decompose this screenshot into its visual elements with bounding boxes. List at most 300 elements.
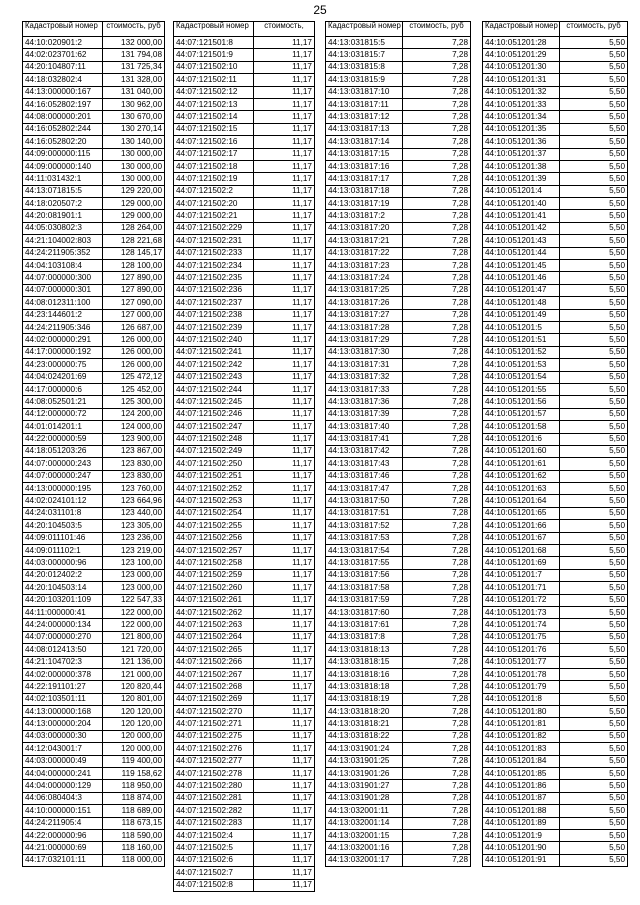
cost-cell: 11,17	[254, 532, 315, 544]
table-row	[326, 222, 471, 234]
cadastral-number-cell: 44:07:121502:250	[174, 458, 254, 470]
cadastral-number-cell: 44:10:051201:54	[483, 371, 560, 383]
cost-cell: 5,50	[560, 805, 628, 817]
cost-cell: 5,50	[560, 421, 628, 433]
cost-cell: 119 400,00	[103, 755, 165, 767]
table-row	[326, 148, 471, 160]
table-row	[483, 718, 628, 730]
cadastral-number-cell: 44:22:000000:96	[23, 830, 103, 842]
table-row	[174, 656, 315, 668]
table-row	[326, 359, 471, 371]
table-row	[483, 433, 628, 445]
cadastral-number-cell: 44:20:104503:14	[23, 582, 103, 594]
cadastral-number-cell: 44:06:080404:3	[23, 792, 103, 804]
cadastral-number-cell: 44:07:121502:282	[174, 805, 254, 817]
cadastral-number-cell: 44:16:052802:197	[23, 98, 103, 110]
cadastral-number-cell: 44:07:121502:11	[174, 74, 254, 86]
table-row	[23, 222, 165, 234]
table-row	[174, 297, 315, 309]
cost-cell: 5,50	[560, 222, 628, 234]
cost-cell: 7,28	[403, 198, 471, 210]
cadastral-number-cell: 44:07:121502:2	[174, 185, 254, 197]
table-row	[23, 321, 165, 333]
cadastral-number-cell: 44:07:121502:269	[174, 693, 254, 705]
cost-cell: 127 890,00	[103, 272, 165, 284]
cost-cell: 11,17	[254, 768, 315, 780]
table-row	[23, 210, 165, 222]
cadastral-number-cell: 44:10:051201:45	[483, 260, 560, 272]
cadastral-number-cell: 44:10:051201:29	[483, 49, 560, 61]
cadastral-number-cell: 44:07:121502:5	[174, 842, 254, 854]
table-row	[174, 755, 315, 767]
cadastral-number-cell: 44:07:121502:281	[174, 792, 254, 804]
cost-cell: 126 000,00	[103, 359, 165, 371]
table-row	[23, 470, 165, 482]
cost-cell: 5,50	[560, 284, 628, 296]
cost-cell: 121 000,00	[103, 668, 165, 680]
cadastral-number-cell: 44:07:121502:252	[174, 483, 254, 495]
table-row	[483, 98, 628, 110]
cadastral-number-cell: 44:10:051201:62	[483, 470, 560, 482]
cadastral-number-cell: 44:12:043001:7	[23, 743, 103, 755]
cost-cell: 7,28	[403, 272, 471, 284]
cost-cell: 123 760,00	[103, 483, 165, 495]
cadastral-number-cell: 44:07:121502:4	[174, 830, 254, 842]
cost-cell: 130 140,00	[103, 136, 165, 148]
cadastral-number-cell: 44:13:031817:30	[326, 346, 403, 358]
cadastral-number-cell: 44:10:051201:33	[483, 98, 560, 110]
cadastral-number-cell: 44:07:121502:264	[174, 631, 254, 643]
cost-cell: 7,28	[403, 594, 471, 606]
table-row	[23, 160, 165, 172]
cadastral-number-cell: 44:10:051201:69	[483, 557, 560, 569]
cost-cell: 7,28	[403, 74, 471, 86]
table-row	[23, 681, 165, 693]
table-row	[23, 421, 165, 433]
table-row	[326, 458, 471, 470]
cost-cell: 7,28	[403, 755, 471, 767]
table-row	[23, 260, 165, 272]
table-row	[326, 718, 471, 730]
cost-cell: 7,28	[403, 136, 471, 148]
table-row	[483, 185, 628, 197]
page-number: 25	[313, 3, 327, 17]
table-row	[326, 805, 471, 817]
table-row	[23, 569, 165, 581]
table-row	[23, 631, 165, 643]
cadastral-number-cell: 44:13:031817:56	[326, 569, 403, 581]
cost-cell: 120 801,00	[103, 693, 165, 705]
table-row	[23, 98, 165, 110]
cost-cell: 120 000,00	[103, 743, 165, 755]
cost-cell: 128 145,17	[103, 247, 165, 259]
table-row	[483, 681, 628, 693]
table-row	[23, 49, 165, 61]
cadastral-number-cell: 44:07:121502:249	[174, 445, 254, 457]
table-row	[23, 61, 165, 73]
table-row	[326, 854, 471, 866]
cost-cell: 7,28	[403, 383, 471, 395]
table-row	[326, 445, 471, 457]
cadastral-number-cell: 44:10:051201:71	[483, 582, 560, 594]
cost-cell: 11,17	[254, 160, 315, 172]
table-row	[326, 49, 471, 61]
cost-cell: 118 874,00	[103, 792, 165, 804]
table-row	[483, 86, 628, 98]
cost-cell: 130 000,00	[103, 160, 165, 172]
table-row	[483, 743, 628, 755]
cost-cell: 11,17	[254, 569, 315, 581]
cost-cell: 5,50	[560, 780, 628, 792]
cost-cell: 5,50	[560, 842, 628, 854]
table-row	[174, 644, 315, 656]
cadastral-number-cell: 44:20:081901:1	[23, 210, 103, 222]
cadastral-number-cell: 44:13:031817:23	[326, 260, 403, 272]
cost-cell: 7,28	[403, 619, 471, 631]
header-cadastral-number: Кадастровый номер	[174, 22, 254, 37]
cadastral-number-cell: 44:20:104503:5	[23, 520, 103, 532]
cost-cell: 5,50	[560, 297, 628, 309]
cadastral-number-cell: 44:17:000000:192	[23, 346, 103, 358]
cost-cell: 11,17	[254, 433, 315, 445]
cost-cell: 5,50	[560, 98, 628, 110]
table-row	[23, 185, 165, 197]
cost-cell: 11,17	[254, 507, 315, 519]
cost-cell: 5,50	[560, 346, 628, 358]
cost-cell: 128 221,68	[103, 235, 165, 247]
table-row	[326, 408, 471, 420]
table-row	[483, 606, 628, 618]
table-row	[174, 557, 315, 569]
cadastral-number-cell: 44:13:031901:25	[326, 755, 403, 767]
cost-cell: 11,17	[254, 260, 315, 272]
cadastral-number-cell: 44:13:032001:16	[326, 842, 403, 854]
table-row	[326, 247, 471, 259]
table-row	[174, 334, 315, 346]
cadastral-number-cell: 44:13:031817:46	[326, 470, 403, 482]
cadastral-number-cell: 44:13:031817:36	[326, 396, 403, 408]
cadastral-number-cell: 44:24:211905:346	[23, 321, 103, 333]
table-row	[23, 235, 165, 247]
cadastral-number-cell: 44:16:052802:244	[23, 123, 103, 135]
table-row	[23, 644, 165, 656]
table-row	[483, 210, 628, 222]
cost-cell: 7,28	[403, 334, 471, 346]
cadastral-number-cell: 44:13:031815:8	[326, 61, 403, 73]
table-row	[174, 371, 315, 383]
cost-cell: 5,50	[560, 445, 628, 457]
cost-cell: 7,28	[403, 606, 471, 618]
table-row	[483, 792, 628, 804]
cadastral-number-cell: 44:03:000000:49	[23, 755, 103, 767]
cadastral-number-cell: 44:10:051201:30	[483, 61, 560, 73]
cadastral-number-cell: 44:13:031817:8	[326, 631, 403, 643]
cadastral-number-cell: 44:13:031817:50	[326, 495, 403, 507]
cost-cell: 5,50	[560, 730, 628, 742]
table-row	[23, 495, 165, 507]
cadastral-number-cell: 44:10:000000:151	[23, 805, 103, 817]
cadastral-number-cell: 44:10:051201:74	[483, 619, 560, 631]
table-row	[23, 768, 165, 780]
cadastral-number-cell: 44:10:051201:43	[483, 235, 560, 247]
cadastral-number-cell: 44:02:000000:291	[23, 334, 103, 346]
cadastral-number-cell: 44:13:031817:15	[326, 148, 403, 160]
cadastral-number-cell: 44:10:051201:35	[483, 123, 560, 135]
cost-cell: 11,17	[254, 830, 315, 842]
table-row	[483, 160, 628, 172]
cadastral-number-cell: 44:10:051201:40	[483, 198, 560, 210]
cost-cell: 7,28	[403, 421, 471, 433]
cadastral-number-cell: 44:18:020507:2	[23, 198, 103, 210]
cost-cell: 126 000,00	[103, 334, 165, 346]
cost-cell: 118 000,00	[103, 854, 165, 866]
cadastral-number-cell: 44:10:051201:5	[483, 321, 560, 333]
cost-cell: 7,28	[403, 309, 471, 321]
table-row	[174, 458, 315, 470]
cadastral-number-cell: 44:13:031817:16	[326, 160, 403, 172]
table-row	[326, 830, 471, 842]
cadastral-number-cell: 44:13:031817:61	[326, 619, 403, 631]
cadastral-number-cell: 44:07:121502:280	[174, 780, 254, 792]
cost-cell: 11,17	[254, 74, 315, 86]
cost-cell: 5,50	[560, 582, 628, 594]
cadastral-number-cell: 44:07:121502:229	[174, 222, 254, 234]
table-row	[174, 743, 315, 755]
table-row	[174, 74, 315, 86]
table-row	[326, 284, 471, 296]
cost-cell: 5,50	[560, 532, 628, 544]
table-row	[23, 359, 165, 371]
cost-cell: 7,28	[403, 545, 471, 557]
cadastral-table-2	[173, 21, 315, 892]
cost-cell: 123 664,96	[103, 495, 165, 507]
cadastral-number-cell: 44:07:121502:231	[174, 235, 254, 247]
cadastral-number-cell: 44:13:031817:19	[326, 198, 403, 210]
cadastral-number-cell: 44:10:051201:7	[483, 569, 560, 581]
table-row	[23, 272, 165, 284]
cadastral-number-cell: 44:10:051201:65	[483, 507, 560, 519]
cadastral-number-cell: 44:13:031817:53	[326, 532, 403, 544]
table-row	[23, 111, 165, 123]
cost-cell: 7,28	[403, 582, 471, 594]
cost-cell: 7,28	[403, 260, 471, 272]
cost-cell: 5,50	[560, 74, 628, 86]
cost-cell: 126 000,00	[103, 346, 165, 358]
table-row	[23, 507, 165, 519]
cadastral-number-cell: 44:07:121502:277	[174, 755, 254, 767]
table-row	[326, 61, 471, 73]
cost-cell: 7,28	[403, 817, 471, 829]
cadastral-number-cell: 44:10:051201:75	[483, 631, 560, 643]
cadastral-number-cell: 44:10:051201:76	[483, 644, 560, 656]
table-row	[174, 483, 315, 495]
table-row	[326, 309, 471, 321]
table-row	[23, 383, 165, 395]
table-row	[174, 210, 315, 222]
table-row	[326, 86, 471, 98]
table-row	[483, 805, 628, 817]
cost-cell: 11,17	[254, 483, 315, 495]
cost-cell: 5,50	[560, 321, 628, 333]
cadastral-number-cell: 44:07:121502:247	[174, 421, 254, 433]
table-row	[483, 619, 628, 631]
cadastral-number-cell: 44:13:031817:26	[326, 297, 403, 309]
cost-cell: 121 136,00	[103, 656, 165, 668]
cadastral-number-cell: 44:10:051201:82	[483, 730, 560, 742]
cadastral-number-cell: 44:13:031818:21	[326, 718, 403, 730]
cost-cell: 7,28	[403, 693, 471, 705]
cost-cell: 123 000,00	[103, 569, 165, 581]
table-row	[326, 755, 471, 767]
cost-cell: 122 000,00	[103, 619, 165, 631]
cost-cell: 5,50	[560, 557, 628, 569]
cost-cell: 5,50	[560, 755, 628, 767]
table-row	[23, 297, 165, 309]
cadastral-number-cell: 44:18:051203:26	[23, 445, 103, 457]
cost-cell: 11,17	[254, 408, 315, 420]
cadastral-number-cell: 44:07:121502:259	[174, 569, 254, 581]
cadastral-number-cell: 44:07:121502:241	[174, 346, 254, 358]
cadastral-number-cell: 44:10:051201:87	[483, 792, 560, 804]
cost-cell: 7,28	[403, 98, 471, 110]
cost-cell: 127 890,00	[103, 284, 165, 296]
table-row	[483, 408, 628, 420]
cadastral-number-cell: 44:10:051201:85	[483, 768, 560, 780]
cost-cell: 11,17	[254, 247, 315, 259]
cost-cell: 131 328,00	[103, 74, 165, 86]
cadastral-number-cell: 44:10:051201:83	[483, 743, 560, 755]
cost-cell: 11,17	[254, 111, 315, 123]
cadastral-number-cell: 44:07:121502:251	[174, 470, 254, 482]
cost-cell: 11,17	[254, 383, 315, 395]
cadastral-number-cell: 44:13:031817:22	[326, 247, 403, 259]
table-row	[483, 371, 628, 383]
table-body	[174, 37, 315, 892]
cost-cell: 11,17	[254, 421, 315, 433]
table-row	[326, 483, 471, 495]
cadastral-number-cell: 44:10:051201:52	[483, 346, 560, 358]
cadastral-number-cell: 44:23:000000:75	[23, 359, 103, 371]
cost-cell: 7,28	[403, 483, 471, 495]
cost-cell: 7,28	[403, 86, 471, 98]
cost-cell: 127 000,00	[103, 309, 165, 321]
cadastral-number-cell: 44:10:051201:78	[483, 668, 560, 680]
cadastral-number-cell: 44:10:020901:2	[23, 37, 103, 49]
cost-cell: 5,50	[560, 433, 628, 445]
table-row	[326, 743, 471, 755]
table-row	[483, 730, 628, 742]
cost-cell: 123 236,00	[103, 532, 165, 544]
table-header-row	[483, 22, 628, 37]
table-row	[326, 606, 471, 618]
cadastral-number-cell: 44:10:051201:8	[483, 693, 560, 705]
cost-cell: 11,17	[254, 49, 315, 61]
table-row	[174, 396, 315, 408]
cost-cell: 120 120,00	[103, 706, 165, 718]
cost-cell: 7,28	[403, 408, 471, 420]
table-row	[174, 730, 315, 742]
cost-cell: 7,28	[403, 61, 471, 73]
cadastral-number-cell: 44:13:032001:15	[326, 830, 403, 842]
table-row	[174, 582, 315, 594]
table-row	[483, 37, 628, 49]
table-row	[483, 817, 628, 829]
table-row	[326, 619, 471, 631]
cost-cell: 5,50	[560, 830, 628, 842]
table-row	[174, 631, 315, 643]
cadastral-number-cell: 44:03:000000:30	[23, 730, 103, 742]
cost-cell: 5,50	[560, 706, 628, 718]
table-row	[483, 173, 628, 185]
cost-cell: 11,17	[254, 309, 315, 321]
cadastral-number-cell: 44:07:121502:235	[174, 272, 254, 284]
cadastral-table-3	[325, 21, 471, 867]
cost-cell: 123 900,00	[103, 433, 165, 445]
cadastral-number-cell: 44:10:051201:63	[483, 483, 560, 495]
cadastral-number-cell: 44:07:000000:300	[23, 272, 103, 284]
cost-cell: 5,50	[560, 371, 628, 383]
table-row	[23, 284, 165, 296]
cadastral-number-cell: 44:10:051201:67	[483, 532, 560, 544]
table-row	[174, 817, 315, 829]
cadastral-number-cell: 44:10:051201:88	[483, 805, 560, 817]
cadastral-number-cell: 44:10:051201:58	[483, 421, 560, 433]
cost-cell: 7,28	[403, 284, 471, 296]
cost-cell: 5,50	[560, 693, 628, 705]
cadastral-number-cell: 44:01:014201:1	[23, 421, 103, 433]
table-row	[174, 532, 315, 544]
table-row	[483, 768, 628, 780]
table-row	[326, 185, 471, 197]
table-row	[174, 569, 315, 581]
cost-cell: 5,50	[560, 483, 628, 495]
cost-cell: 5,50	[560, 854, 628, 866]
cadastral-number-cell: 44:10:051201:28	[483, 37, 560, 49]
table-row	[326, 260, 471, 272]
cadastral-number-cell: 44:13:031901:26	[326, 768, 403, 780]
table-row	[483, 755, 628, 767]
cost-cell: 11,17	[254, 445, 315, 457]
cost-cell: 11,17	[254, 371, 315, 383]
cadastral-number-cell: 44:07:121502:237	[174, 297, 254, 309]
cost-cell: 11,17	[254, 98, 315, 110]
cost-cell: 5,50	[560, 396, 628, 408]
table-body	[23, 37, 165, 867]
cost-cell: 122 000,00	[103, 606, 165, 618]
table-header-row	[326, 22, 471, 37]
cadastral-number-cell: 44:07:121502:253	[174, 495, 254, 507]
cost-cell: 5,50	[560, 408, 628, 420]
cadastral-number-cell: 44:13:031818:20	[326, 706, 403, 718]
cost-cell: 119 158,62	[103, 768, 165, 780]
table-row	[23, 483, 165, 495]
cadastral-number-cell: 44:13:031818:13	[326, 644, 403, 656]
cadastral-number-cell: 44:10:051201:90	[483, 842, 560, 854]
cadastral-number-cell: 44:07:121502:263	[174, 619, 254, 631]
cadastral-number-cell: 44:13:071815:5	[23, 185, 103, 197]
cadastral-number-cell: 44:07:000000:270	[23, 631, 103, 643]
cadastral-number-cell: 44:10:051201:91	[483, 854, 560, 866]
table-row	[326, 37, 471, 49]
table-row	[326, 594, 471, 606]
table-row	[326, 545, 471, 557]
cadastral-number-cell: 44:10:051201:89	[483, 817, 560, 829]
cost-cell: 5,50	[560, 768, 628, 780]
cost-cell: 7,28	[403, 359, 471, 371]
table-row	[174, 37, 315, 49]
cost-cell: 7,28	[403, 854, 471, 866]
cadastral-number-cell: 44:10:051201:44	[483, 247, 560, 259]
